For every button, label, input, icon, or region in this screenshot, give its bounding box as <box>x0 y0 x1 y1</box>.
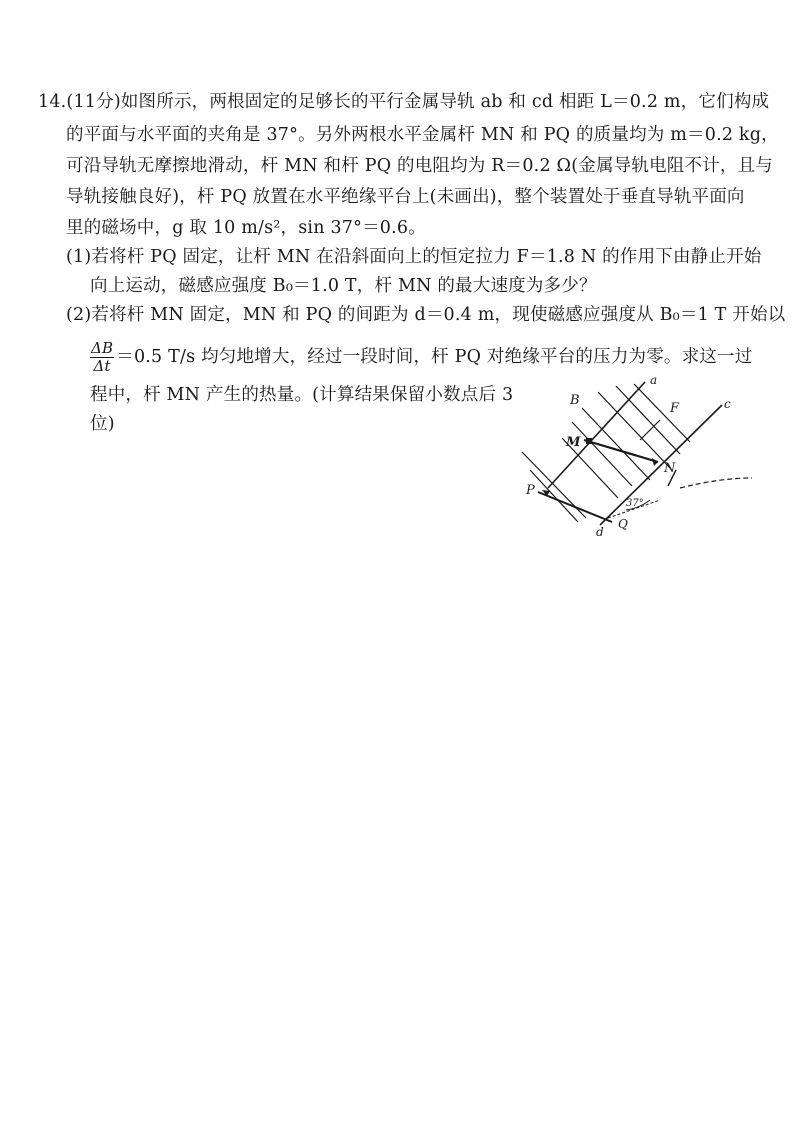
delta-b-over-delta-t-fraction <box>90 340 114 375</box>
label-n: N <box>664 461 676 476</box>
problem-text-line: 里的磁场中，g 取 10 m/s²，sin 37°＝0.6。 <box>66 218 426 238</box>
problem-text-line: 的平面与水平面的夹角是 37°。另外两根水平金属杆 MN 和 PQ 的质量均为 m＝0.2 kg， <box>66 125 779 145</box>
problem-text-line: 可沿导轨无摩擦地滑动，杆 MN 和杆 PQ 的电阻均为 R＝0.2 Ω(金属导轨电阻不计，且与 <box>66 156 773 176</box>
question-1-line: (1)若将杆 PQ 固定，让杆 MN 在沿斜面向上的恒定拉力 F＝1.8 N 的作用下由静止开始 <box>66 247 762 267</box>
label-a: a <box>650 373 658 387</box>
question-1-line: 向上运动，磁感应强度 B₀＝1.0 T，杆 MN 的最大速度为多少？ <box>90 276 597 296</box>
label-f: F <box>670 401 680 416</box>
rail-ab <box>548 382 645 488</box>
label-c: c <box>724 397 731 411</box>
angle-label: 37° <box>626 498 644 509</box>
bar-pq <box>538 492 612 522</box>
problem-text-line: 导轨接触良好)，杆 PQ 放置在水平绝缘平台上(未画出)，整个装置处于垂直导轨平面向 <box>66 187 745 207</box>
question-2-line: 位) <box>90 414 115 434</box>
rails-diagram <box>500 360 770 545</box>
bar-m-end-marker <box>586 438 592 444</box>
arrow-head-icon <box>652 458 658 466</box>
magnetic-field-lines <box>522 384 690 522</box>
rail-cd <box>600 405 722 525</box>
label-d: d <box>596 525 604 539</box>
question-2-line: (2)若将杆 MN 固定，MN 和 PQ 的间距为 d＝0.4 m，现使磁感应强度从 B₀＝1 T 开始以 <box>66 305 786 325</box>
label-p: P <box>526 483 535 498</box>
label-b: B <box>570 393 580 408</box>
question-2-line-rest: ＝0.5 T/s 均匀地增大，经过一段时间，杆 PQ 对绝缘平台的压力为零。求这一过 <box>116 347 753 367</box>
ground-dashed-line <box>680 478 752 488</box>
label-q: Q <box>618 517 628 531</box>
fraction-denominator: Δt <box>93 357 111 375</box>
problem-text-line: 14.(11分)如图所示，两根固定的足够长的平行金属导轨 ab 和 cd 相距 L＝0.2 m，它们构成 <box>38 92 770 112</box>
label-m: M <box>566 435 581 450</box>
fraction-numerator: ΔB <box>91 339 114 357</box>
question-2-line: 程中，杆 MN 产生的热量。(计算结果保留小数点后 3 <box>90 385 514 405</box>
